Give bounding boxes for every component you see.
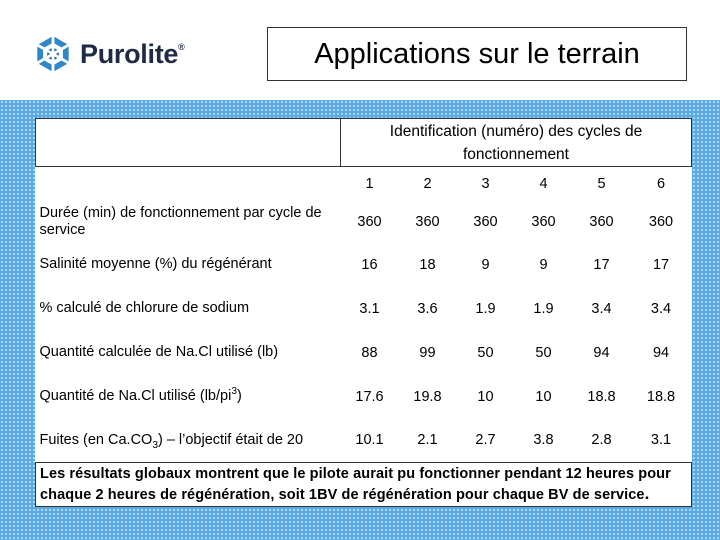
table-cell: 360 [589,213,614,230]
table-cell: 360 [415,213,440,230]
table-row [36,201,692,243]
table-cell: 360 [648,213,674,230]
row-label: Salinité moyenne (%) du régénérant [39,256,272,272]
table-cell: 10 [477,388,494,405]
table-cell: 10 [535,388,552,405]
table-cell: 3.4 [591,300,612,317]
row-label: Quantité calculée de Na.Cl utilisé (lb) [39,344,279,360]
row-label: % calculé de chlorure de sodium [39,300,250,316]
header-area [0,0,720,100]
table-row [36,331,692,375]
purolite-logo [34,35,184,73]
table-cell: 9 [539,256,548,273]
column-number: 4 [539,175,548,192]
table-cell: 18.8 [587,388,616,405]
column-number: 5 [597,175,606,192]
column-number: 3 [481,175,490,192]
table-cell: 18.8 [646,388,676,405]
table-cell: 50 [477,344,494,361]
table-cell: 94 [593,344,610,361]
purolite-hexagon-icon [34,35,72,73]
column-number: 6 [656,175,666,192]
table-cell: 88 [361,344,378,361]
table-cell: 3.1 [650,432,672,449]
column-number: 2 [423,175,432,192]
table-cell: 17 [652,256,670,273]
table-cell: 3.8 [533,432,554,449]
column-numbers-row [36,167,692,201]
cycle-id-header: Identification (numéro) des cycles de fonctionnement [341,119,692,167]
table-cell: 17.6 [355,388,384,405]
table-cell: 99 [419,344,436,361]
table-cell: 19.8 [413,388,442,405]
page-title: Applications sur le terrain [267,27,687,81]
table-row [36,375,692,419]
table-row [36,243,692,287]
table-cell: 360 [531,213,556,230]
table-row [36,419,692,463]
table-cell: 3.6 [417,300,438,317]
table-cell: 1.9 [475,300,496,317]
table-cell: 18 [419,256,436,273]
table-row [36,287,692,331]
summary-row [36,463,692,507]
results-table [35,118,692,507]
table-cell: 2.8 [591,432,612,449]
row-label: Quantité de Na.Cl utilisé $(lb/pi^3)$ [39,386,242,404]
header-empty-cell [36,119,341,167]
table-cell: 2.1 [417,432,438,449]
table-cell: 2.7 [475,432,496,449]
table-cell: 3.4 [650,300,672,317]
table-cell: 9 [481,256,490,273]
row-label: Fuites (en $Ca.CO_3$) – l’objectif était de 20 [39,431,304,451]
table-cell: 360 [357,213,382,230]
table-cell: 360 [473,213,498,230]
table-cell: 3.1 [359,300,380,317]
column-numbers-spacer [36,167,341,201]
summary-text: Les résultats globaux montrent que le pilote aurait pu fonctionner pendant 12 heures pour chaque 2 heures de régénération, soit 1BV de régénération pour chaque BV de service. [36,463,692,507]
row-label: Durée (min) de fonctionnement par cycle de service [39,204,322,238]
table-cell: 94 [652,344,670,361]
column-number: 1 [365,175,374,192]
brand-name: Purolite® [80,38,185,69]
table-cell: 10.1 [355,432,384,449]
table-cell: 16 [361,256,378,273]
table-cell: 50 [535,344,552,361]
table-cell: 17 [593,256,610,273]
table-header-row [36,119,692,167]
table-cell: 1.9 [533,300,554,317]
